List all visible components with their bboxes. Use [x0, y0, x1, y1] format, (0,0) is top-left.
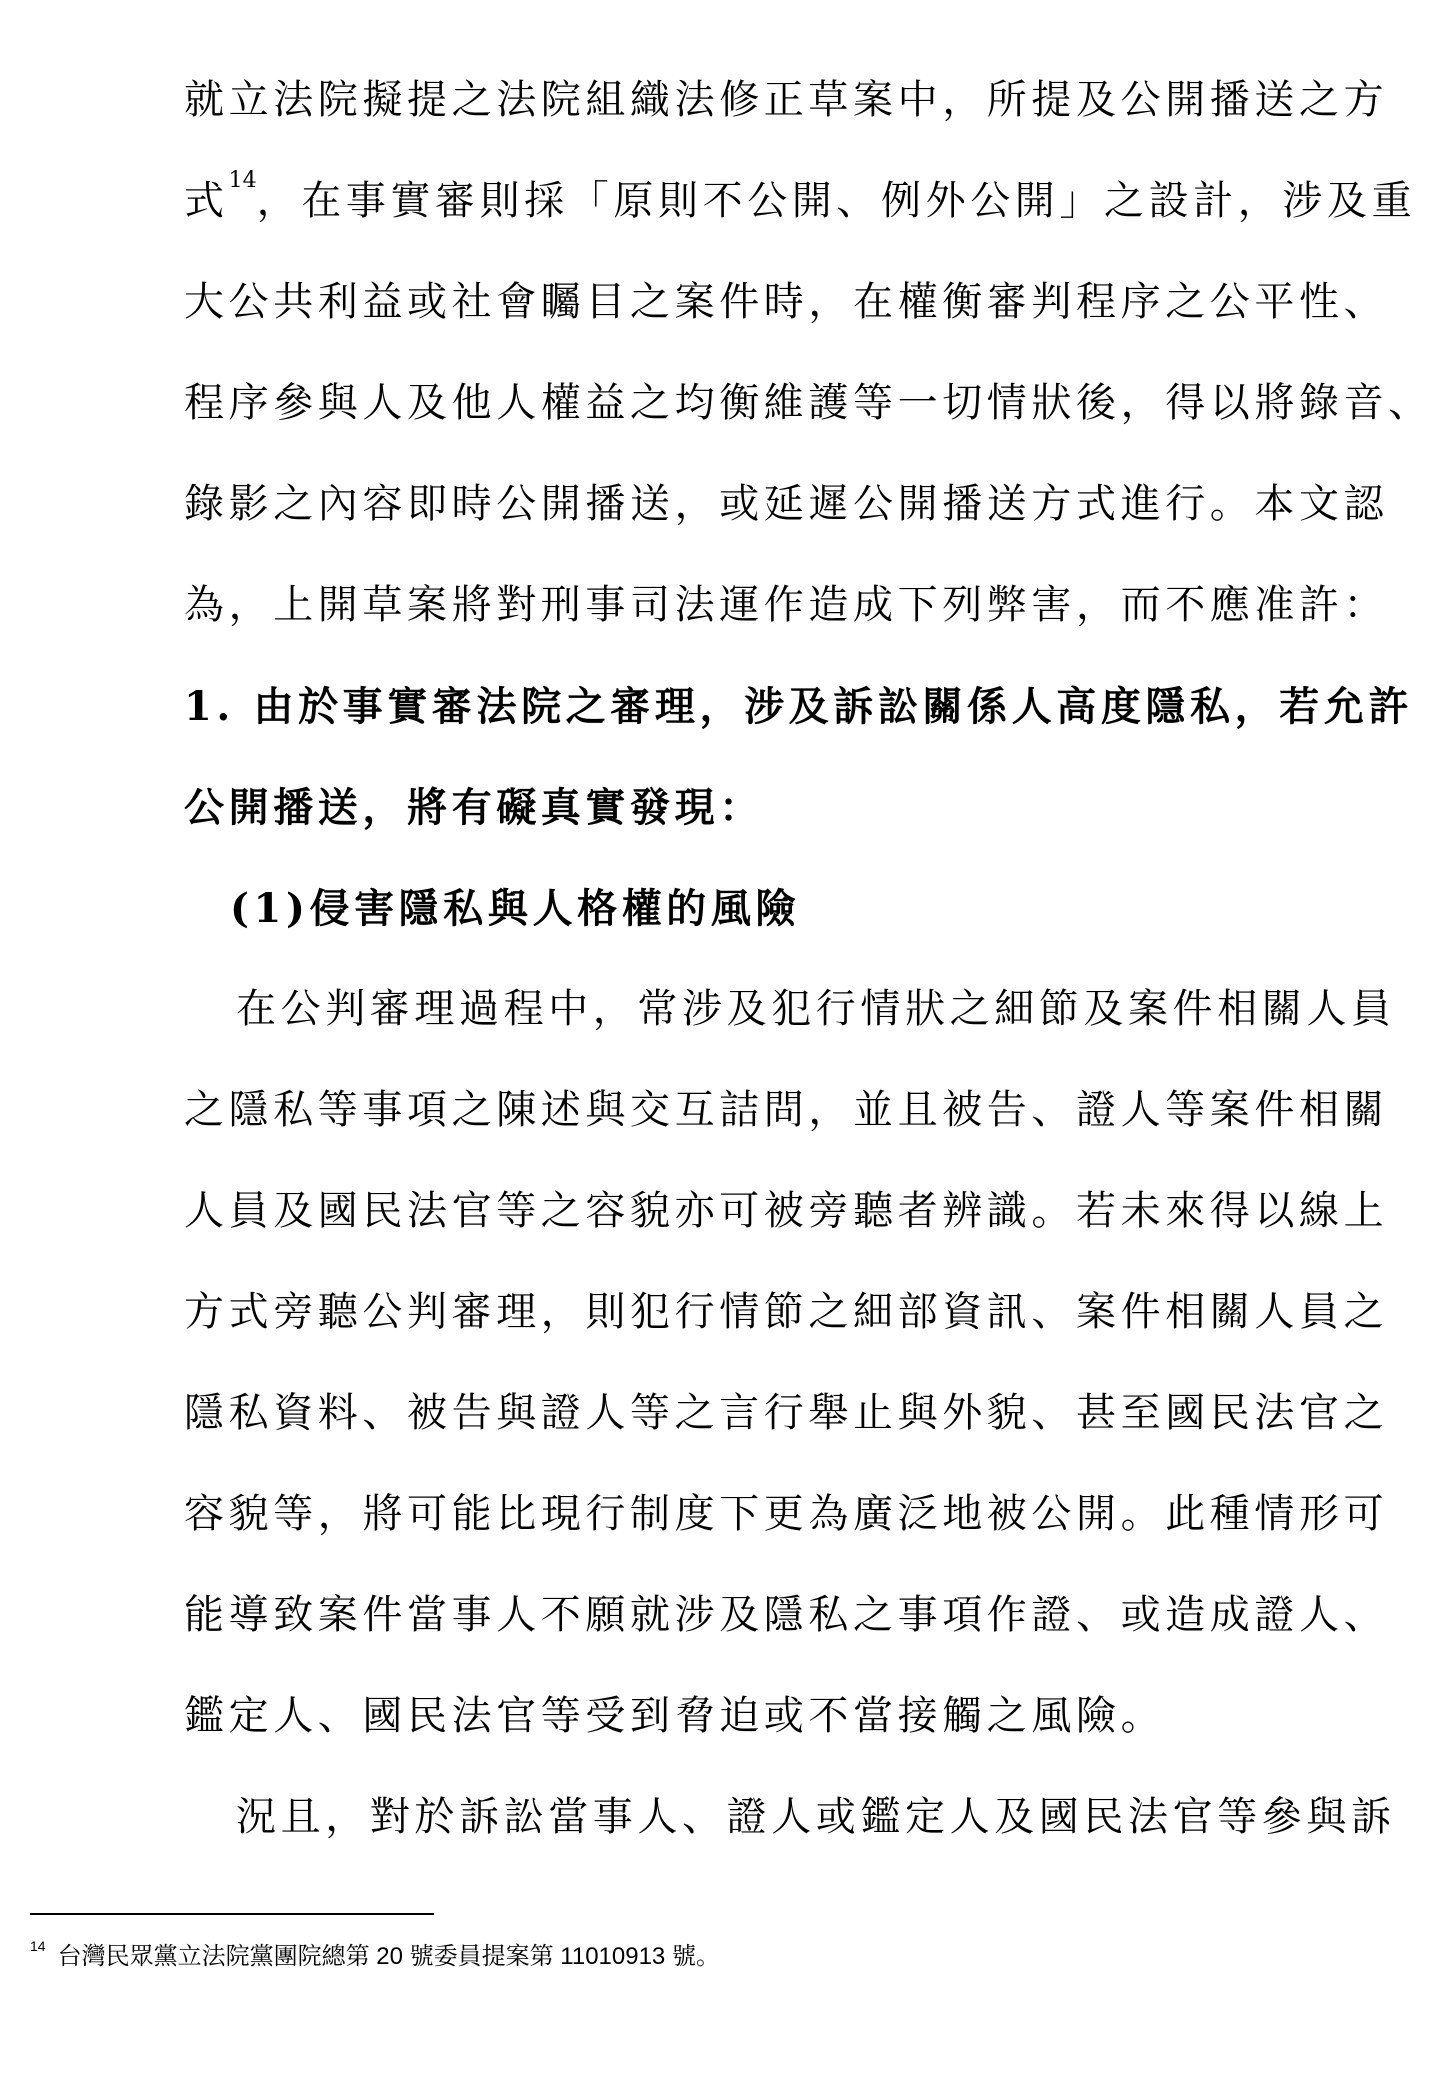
- text-line: 程序參與人及他人權益之均衡維護等一切情狀後，得以將錄音、: [184, 380, 1433, 426]
- footnote-separator: [30, 1913, 434, 1915]
- text-fragment: 式: [184, 178, 229, 224]
- text-line: 方式旁聽公判審理，則犯行情節之細部資訊、案件相關人員之: [184, 1289, 1389, 1335]
- footnote-mark: 14: [30, 1938, 46, 1954]
- text-line: 隱私資料、被告與證人等之言行舉止與外貌、甚至國民法官之: [184, 1390, 1389, 1436]
- text-line: 大公共利益或社會矚目之案件時，在權衡審判程序之公平性、: [184, 279, 1389, 325]
- text-line-with-footnote: [184, 151, 1417, 252]
- text-line: 能導致案件當事人不願就涉及隱私之事項作證、或造成證人、: [184, 1592, 1389, 1638]
- paragraph-first-line: 在公判審理過程中，常涉及犯行情狀之細節及案件相關人員: [236, 986, 1396, 1032]
- text-line: 之隱私等事項之陳述與交互詰問，並且被告、證人等案件相關: [184, 1087, 1389, 1133]
- footnote-text: 台灣民眾黨立法院黨團院總第 20 號委員提案第 11010913 號。: [57, 1943, 720, 1970]
- footnote: [30, 1936, 720, 1971]
- section-heading-line: 公開播送，將有礙真實發現：: [184, 784, 764, 831]
- text-line: 為，上開草案將對刑事司法運作造成下列弊害，而不應准許：: [184, 582, 1389, 628]
- text-line: 錄影之內容即時公開播送，或延遲公開播送方式進行。本文認: [184, 481, 1389, 527]
- section-heading-line: 1. 由於事實審法院之審理，涉及訴訟關係人高度隱私，若允許: [184, 683, 1414, 730]
- text-line: 容貌等，將可能比現行制度下更為廣泛地被公開。此種情形可: [184, 1491, 1389, 1537]
- body-text: [184, 50, 1433, 1868]
- text-line: 鑑定人、國民法官等受到脅迫或不當接觸之風險。: [184, 1693, 1166, 1739]
- subsection-heading: (1)侵害隱私與人格權的風險: [230, 885, 801, 932]
- text-fragment: ，在事實審則採「原則不公開、例外公開」之設計，涉及重: [256, 178, 1417, 224]
- text-line: 人員及國民法官等之容貌亦可被旁聽者辨識。若未來得以線上: [184, 1188, 1389, 1234]
- text-line: 就立法院擬提之法院組織法修正草案中，所提及公開播送之方: [184, 77, 1389, 123]
- footnote-reference[interactable]: 14: [228, 168, 257, 193]
- paragraph-first-line: 況且，對於訴訟當事人、證人或鑑定人及國民法官等參與訴: [236, 1794, 1396, 1840]
